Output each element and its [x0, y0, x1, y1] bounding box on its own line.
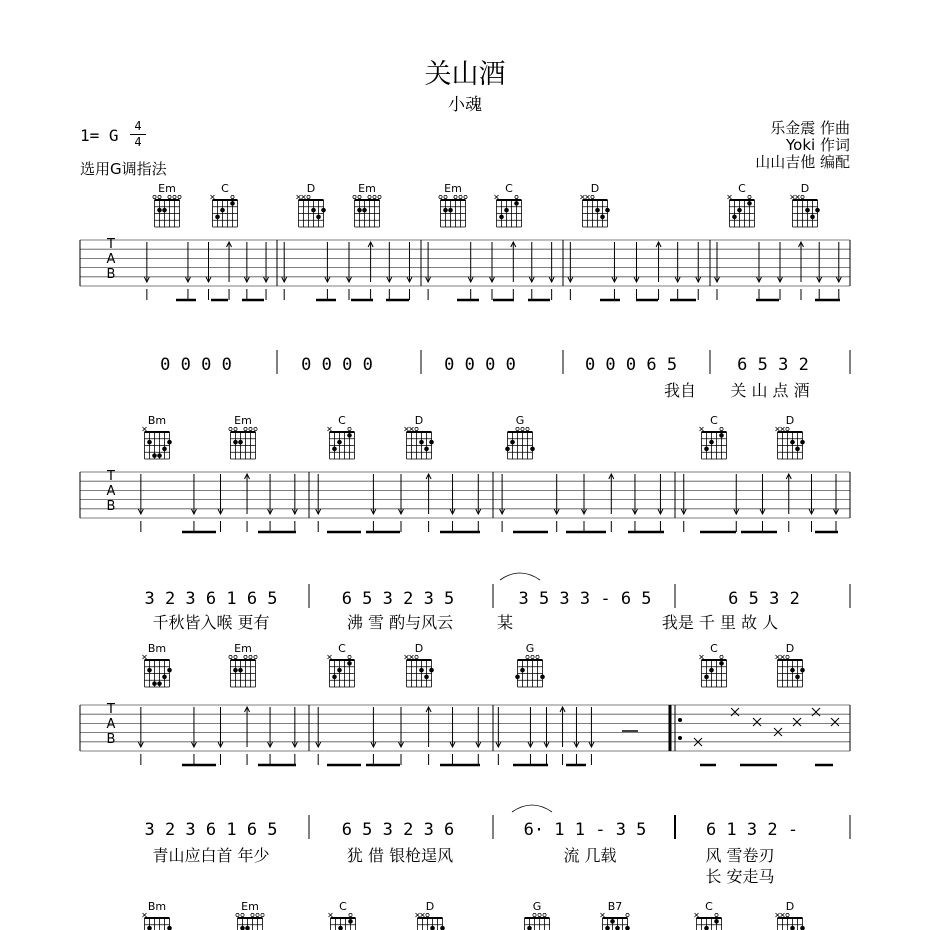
finger-dot	[429, 440, 434, 445]
finger-dot	[419, 440, 424, 445]
chord-name: B7	[607, 900, 623, 913]
finger-dot	[332, 675, 337, 680]
open-string-mark	[358, 195, 361, 198]
chord-name: C	[710, 414, 718, 427]
finger-dot	[605, 926, 610, 930]
open-string-mark	[231, 195, 234, 198]
open-string-mark	[439, 195, 442, 198]
finger-dot	[800, 668, 805, 673]
open-string-mark	[173, 195, 176, 198]
tab-clef-letter: A	[106, 484, 116, 499]
finger-dot	[147, 926, 152, 930]
open-string-mark	[526, 427, 529, 430]
lyric-text: 千秋皆入喉 更有	[152, 613, 270, 632]
chord-diagram	[143, 414, 172, 459]
chord-diagram	[522, 900, 552, 930]
open-string-mark	[251, 913, 254, 916]
open-string-mark	[241, 913, 244, 916]
chord-name: Bm	[147, 414, 167, 427]
tab-clef-letter: T	[107, 237, 115, 252]
open-string-mark	[244, 427, 247, 430]
finger-dot	[347, 433, 352, 438]
slur-mark	[512, 805, 552, 812]
finger-dot	[514, 201, 519, 206]
fingering-note: 选用G调指法	[80, 160, 167, 178]
open-string-mark	[256, 913, 259, 916]
finger-dot	[419, 668, 424, 673]
chord-diagram	[515, 642, 545, 687]
finger-dot	[424, 447, 429, 452]
finger-dot	[240, 926, 245, 930]
finger-dot	[152, 453, 157, 458]
finger-dot	[625, 926, 630, 930]
open-string-mark	[415, 427, 418, 430]
chord-diagram	[695, 900, 722, 930]
song-title: 关山酒	[424, 59, 506, 90]
finger-dot	[709, 668, 714, 673]
finger-dot	[704, 447, 709, 452]
lyric-text: 长 安走马	[705, 867, 775, 886]
finger-dot	[605, 208, 610, 213]
chord-diagram	[143, 900, 172, 930]
chord-diagram	[329, 900, 356, 930]
chord-name: C	[221, 182, 229, 195]
finger-dot	[709, 440, 714, 445]
open-string-mark	[229, 427, 232, 430]
chord-name: Em	[241, 900, 259, 913]
finger-dot	[157, 208, 162, 213]
open-string-mark	[244, 655, 247, 658]
jianpu-notes: 0 0 0 6 5	[584, 355, 678, 375]
open-string-mark	[373, 195, 376, 198]
open-string-mark	[349, 913, 352, 916]
finger-dot	[338, 926, 343, 930]
open-string-mark	[348, 655, 351, 658]
finger-dot	[215, 215, 220, 220]
finger-dot	[790, 668, 795, 673]
jianpu-notes: 6 5 3 2 3 5	[341, 589, 455, 609]
chord-diagram	[405, 414, 434, 459]
open-string-mark	[158, 195, 161, 198]
open-string-mark	[526, 655, 529, 658]
chord-diagram	[236, 900, 264, 930]
open-string-mark	[543, 913, 546, 916]
chord-diagram	[581, 182, 610, 227]
finger-dot	[238, 668, 243, 673]
tab-clef-letter: A	[106, 252, 116, 267]
chord-name: C	[338, 414, 346, 427]
chord-name: D	[306, 182, 316, 195]
chord-diagram	[700, 642, 727, 687]
chord-name: D	[785, 414, 795, 427]
open-string-mark	[236, 913, 239, 916]
finger-dot	[157, 681, 162, 686]
open-string-mark	[368, 195, 371, 198]
open-string-mark	[459, 195, 462, 198]
open-string-mark	[348, 427, 351, 430]
chord-diagram	[601, 900, 630, 930]
chord-name: Em	[444, 182, 462, 195]
jianpu-notes: 3 5 3 3 - 6 5	[518, 589, 652, 609]
open-string-mark	[538, 913, 541, 916]
finger-dot	[162, 208, 167, 213]
muted-note-x	[731, 708, 739, 716]
finger-dot	[600, 215, 605, 220]
open-string-mark	[786, 655, 789, 658]
finger-dot	[719, 661, 724, 666]
chord-name: Em	[234, 414, 252, 427]
finger-dot	[321, 208, 326, 213]
open-string-mark	[444, 195, 447, 198]
muted-note-x	[753, 718, 761, 726]
jianpu-notes: 3 2 3 6 1 6 5	[144, 589, 278, 609]
chord-name: C	[705, 900, 713, 913]
muted-note-x	[812, 708, 820, 716]
lyric-text: 关 山 点 酒	[730, 381, 810, 400]
chord-diagram	[416, 900, 445, 930]
finger-dot	[233, 440, 238, 445]
finger-dot	[167, 440, 172, 445]
chord-diagram	[495, 182, 522, 227]
lyric-text: 我自	[663, 381, 697, 400]
open-string-mark	[464, 195, 467, 198]
open-string-mark	[353, 195, 356, 198]
muted-note-x	[831, 718, 839, 726]
open-string-mark	[715, 913, 718, 916]
finger-dot	[311, 208, 316, 213]
finger-dot	[157, 453, 162, 458]
finger-dot	[152, 681, 157, 686]
singer-name: 小魂	[448, 95, 482, 115]
finger-dot	[815, 208, 820, 213]
chord-name: Em	[358, 182, 376, 195]
jianpu-notes: 6 5 3 2 3 6	[341, 820, 455, 840]
repeat-dot	[678, 736, 682, 740]
finger-dot	[795, 447, 800, 452]
open-string-mark	[531, 655, 534, 658]
finger-dot	[220, 208, 225, 213]
tab-clef-letter: T	[107, 469, 115, 484]
finger-dot	[316, 215, 321, 220]
lyric-text: 我是 千 里 故 人	[661, 613, 779, 632]
finger-dot	[162, 447, 167, 452]
tab-clef-letter: T	[107, 702, 115, 717]
open-string-mark	[748, 195, 751, 198]
open-string-mark	[168, 195, 171, 198]
finger-dot	[800, 440, 805, 445]
jianpu-notes: 3 2 3 6 1 6 5	[144, 820, 278, 840]
chord-diagram	[353, 182, 381, 227]
finger-dot	[714, 919, 719, 924]
open-string-mark	[249, 427, 252, 430]
chord-name: D	[590, 182, 600, 195]
finger-dot	[615, 926, 620, 930]
finger-dot	[424, 675, 429, 680]
lyric-text: 风 雪卷刃	[705, 846, 775, 865]
open-string-mark	[801, 195, 804, 198]
open-string-mark	[533, 913, 536, 916]
finger-dot	[530, 447, 535, 452]
open-string-mark	[261, 913, 264, 916]
chord-diagram	[328, 642, 355, 687]
finger-dot	[167, 668, 172, 673]
open-string-mark	[229, 655, 232, 658]
jianpu-notes: 0 0 0 0	[444, 355, 516, 375]
finger-dot	[499, 215, 504, 220]
chord-name: Bm	[147, 900, 167, 913]
chord-diagram	[700, 414, 727, 459]
chord-name: Em	[158, 182, 176, 195]
chord-name: C	[339, 900, 347, 913]
chord-diagram	[728, 182, 755, 227]
open-string-mark	[516, 427, 519, 430]
open-string-mark	[720, 427, 723, 430]
finger-dot	[448, 208, 453, 213]
finger-dot	[805, 208, 810, 213]
finger-dot	[510, 440, 515, 445]
finger-dot	[504, 208, 509, 213]
jianpu-notes: 6 5 3 2	[728, 589, 800, 609]
chord-name: D	[414, 642, 424, 655]
finger-dot	[520, 668, 525, 673]
finger-dot	[233, 668, 238, 673]
finger-dot	[747, 201, 752, 206]
chord-diagram	[297, 182, 326, 227]
finger-dot	[147, 668, 152, 673]
finger-dot	[245, 926, 250, 930]
lyric-text: 犹 借 银枪逞风	[346, 846, 454, 865]
jianpu-notes: 6· 1 1 - 3 5	[523, 820, 647, 840]
open-string-mark	[591, 195, 594, 198]
finger-dot	[790, 926, 795, 930]
finger-dot	[347, 661, 352, 666]
finger-dot	[704, 675, 709, 680]
finger-dot	[429, 668, 434, 673]
chord-name: D	[785, 900, 795, 913]
chord-name: G	[532, 900, 542, 913]
finger-dot	[595, 208, 600, 213]
chord-name: D	[425, 900, 435, 913]
finger-dot	[337, 668, 342, 673]
repeat-dot	[678, 718, 682, 722]
time-signature-top: 4	[134, 119, 142, 133]
chord-name: D	[414, 414, 424, 427]
muted-note-x	[793, 718, 801, 726]
lyric-text: 流 几载	[563, 846, 617, 865]
chord-diagram	[211, 182, 238, 227]
open-string-mark	[786, 913, 789, 916]
finger-dot	[337, 440, 342, 445]
open-string-mark	[454, 195, 457, 198]
jianpu-notes: 6 5 3 2	[737, 355, 809, 375]
finger-dot	[790, 440, 795, 445]
arranger-credit: 山山吉他 编配	[755, 153, 850, 171]
chord-name: G	[515, 414, 525, 427]
chord-diagram	[505, 414, 535, 459]
lyric-text: 沸 雪 酌与风云	[346, 613, 454, 632]
tab-clef-letter: B	[106, 267, 116, 282]
slur-mark	[500, 573, 540, 580]
finger-dot	[810, 215, 815, 220]
key-signature: 1= G	[80, 126, 119, 145]
chord-diagram	[229, 642, 257, 687]
finger-dot	[332, 447, 337, 452]
chord-name: C	[738, 182, 746, 195]
jianpu-notes: 0 0 0 0	[301, 355, 373, 375]
finger-dot	[162, 675, 167, 680]
finger-dot	[167, 926, 172, 930]
chord-name: C	[505, 182, 513, 195]
chord-diagram	[153, 182, 181, 227]
open-string-mark	[249, 655, 252, 658]
chord-name: G	[525, 642, 535, 655]
chord-diagram	[405, 642, 434, 687]
open-string-mark	[254, 427, 257, 430]
tab-clef-letter: B	[106, 499, 116, 514]
open-string-mark	[515, 195, 518, 198]
tab-clef-letter: A	[106, 717, 116, 732]
finger-dot	[800, 926, 805, 930]
open-string-mark	[426, 913, 429, 916]
finger-dot	[704, 926, 709, 930]
chord-name: Em	[234, 642, 252, 655]
chord-diagram	[143, 642, 172, 687]
composer-credit: 乐金震 作曲	[770, 119, 850, 137]
open-string-mark	[626, 913, 629, 916]
finger-dot	[430, 926, 435, 930]
open-string-mark	[521, 427, 524, 430]
finger-dot	[795, 675, 800, 680]
chord-diagram	[776, 642, 805, 687]
chord-name: D	[785, 642, 795, 655]
jianpu-notes: 6 1 3 2 -	[705, 820, 799, 840]
tab-clef-letter: B	[106, 732, 116, 747]
finger-dot	[505, 447, 510, 452]
finger-dot	[443, 208, 448, 213]
finger-dot	[348, 919, 353, 924]
chord-diagram	[776, 900, 805, 930]
chord-name: C	[710, 642, 718, 655]
open-string-mark	[786, 427, 789, 430]
chord-diagram	[791, 182, 820, 227]
finger-dot	[147, 440, 152, 445]
finger-dot	[719, 433, 724, 438]
finger-dot	[238, 440, 243, 445]
open-string-mark	[234, 427, 237, 430]
open-string-mark	[178, 195, 181, 198]
chord-name: D	[800, 182, 810, 195]
chord-diagram	[439, 182, 467, 227]
finger-dot	[362, 208, 367, 213]
open-string-mark	[254, 655, 257, 658]
jianpu-notes: 0 0 0 0	[160, 355, 232, 375]
chord-diagram	[776, 414, 805, 459]
chord-name: Bm	[147, 642, 167, 655]
finger-dot	[737, 208, 742, 213]
open-string-mark	[378, 195, 381, 198]
lyricist-credit: Yoki 作词	[786, 136, 850, 154]
muted-note-x	[774, 728, 782, 736]
lyric-text: 青山应白首 年少	[152, 846, 270, 865]
open-string-mark	[153, 195, 156, 198]
finger-dot	[540, 675, 545, 680]
chord-name: C	[338, 642, 346, 655]
finger-dot	[515, 675, 520, 680]
finger-dot	[610, 919, 615, 924]
open-string-mark	[720, 655, 723, 658]
chord-diagram	[229, 414, 257, 459]
finger-dot	[230, 201, 235, 206]
finger-dot	[357, 208, 362, 213]
chord-diagram	[328, 414, 355, 459]
open-string-mark	[234, 655, 237, 658]
finger-dot	[440, 926, 445, 930]
open-string-mark	[415, 655, 418, 658]
open-string-mark	[307, 195, 310, 198]
lyric-text: 某	[496, 613, 514, 632]
open-string-mark	[536, 655, 539, 658]
finger-dot	[527, 926, 532, 930]
time-signature-bottom: 4	[134, 135, 142, 149]
finger-dot	[732, 215, 737, 220]
